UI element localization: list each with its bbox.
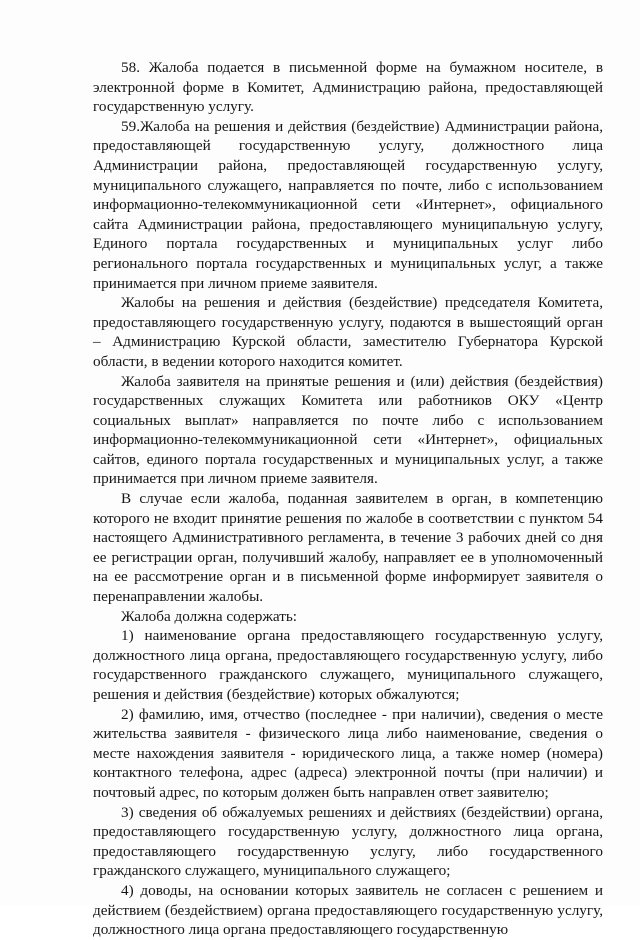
paragraph-redirection: В случае если жалоба, поданная заявителем в орган, в компетенцию которого не входит принятие решения по жалобе в соответствии с пунктом 54 настоящего Административного регламента, в течение 3 рабочих дней со дня ее регистрации орган, получивший жалобу, направляет ее в уполномоченный на ее рассмотрение орган и в письменной форме информирует заявителя о перенаправлении жалобы. [93, 490, 603, 606]
paragraph-staff-complaints: Жалоба заявителя на принятые решения и (или) действия (бездействия) государственных служащих Комитета или работников ОКУ «Центр социальных выплат» направляется по почте либо с использованием информационно-телекоммуникационной сети «Интернет», официальных сайтов, единого портала государственных и муниципальных услуг, а также принимается при личном приеме заявителя. [93, 372, 603, 488]
paragraph-58: 58. Жалоба подается в письменной форме на бумажном носителе, в электронной форме в Комитет, Администрацию района, предоставляющей государственную услугу. [93, 59, 603, 116]
document-body [93, 58, 603, 940]
list-item-3: 3) сведения об обжалуемых решениях и действиях (бездействии) органа, предоставляющего государственную услугу, должностного лица органа, предоставляющего государственную услугу, либо государственного гражданского служащего, муниципального служащего; [93, 803, 603, 880]
paragraph-59: 59.Жалоба на решения и действия (бездействие) Администрации района, предоставляющей государственную услугу, должностного лица Администрации района, предоставляющей государственную услугу, муниципального служащего, направляется по почте, либо с использованием информационно-телекоммуникационной сети «Интернет», официального сайта Администрации района, предоставляющего муниципальную услугу, Единого портала государственных и муниципальных услуг либо регионального портала государственных и муниципальных услуг, а также принимается при личном приеме заявителя. [93, 117, 603, 292]
paragraph-contents-heading: Жалоба должна содержать: [121, 607, 297, 625]
paragraph-chairman-complaints: Жалобы на решения и действия (бездействие) председателя Комитета, предоставляющего государственную услугу, подаются в вышестоящий орган – Администрацию Курской области, заместителю Губернатора Курской области, в ведении которого находится комитет. [93, 294, 603, 370]
list-item-1: 1) наименование органа предоставляющего государственную услугу, должностного лица органа, предоставляющего государственную услугу, либо государственного гражданского служащего, муниципального служащего, решения и действия (бездействие) которых обжалуются; [93, 627, 603, 703]
list-item-2: 2) фамилию, имя, отчество (последнее - при наличии), сведения о месте жительства заявителя - физического лица либо наименование, сведения о месте нахождения заявителя - юридического лица, а также номер (номера) контактного телефона, адрес (адреса) электронной почты (при наличии) и почтовый адрес, по которым должен быть направлен ответ заявителю; [93, 705, 603, 801]
list-item-4: 4) доводы, на основании которых заявитель не согласен с решением и действием (бездействием) органа предоставляющего государственную услугу, должностного лица органа предоставляющего государственную [93, 881, 603, 939]
